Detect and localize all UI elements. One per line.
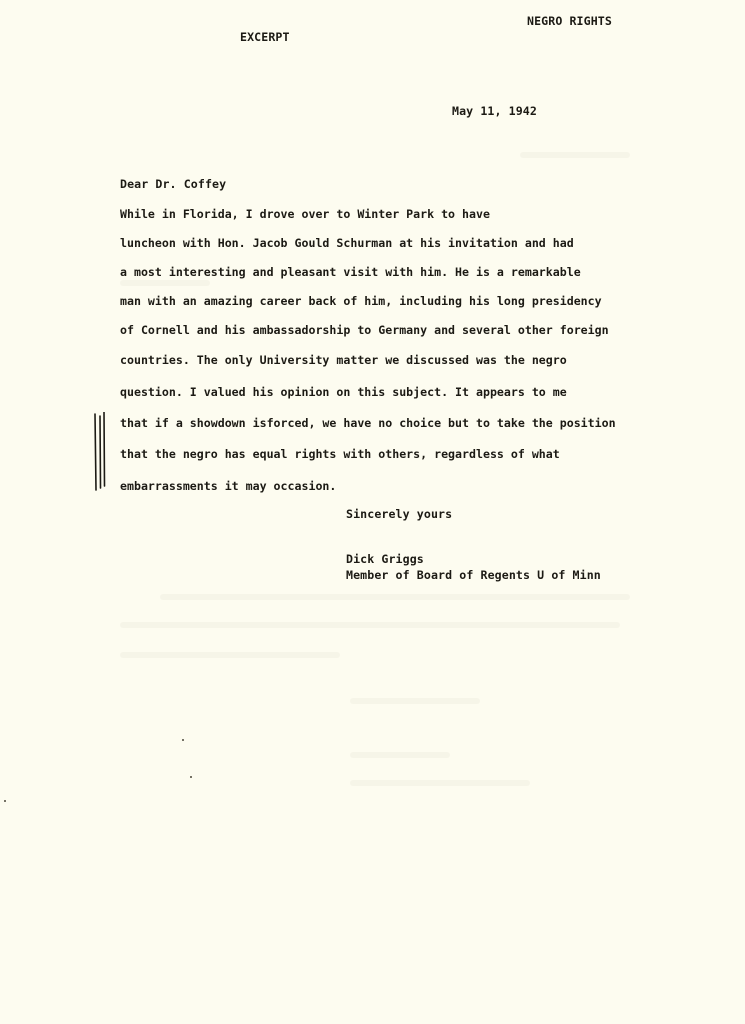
show-through-mark (160, 594, 630, 600)
show-through-mark (120, 622, 620, 628)
show-through-mark (350, 780, 530, 786)
salutation: Dear Dr. Coffey (120, 177, 227, 191)
body-line-2: luncheon with Hon. Jacob Gould Schurman at his invitation and had (120, 236, 574, 250)
signature-title: Member of Board of Regents U of Minn (346, 568, 601, 582)
body-line-10: embarrassments it may occasion. (120, 479, 337, 493)
category-heading: NEGRO RIGHTS (527, 14, 612, 28)
show-through-mark (120, 652, 340, 658)
paper-speck (182, 739, 184, 741)
body-line-7: question. I valued his opinion on this subject. It appears to me (120, 385, 567, 399)
body-line-6: countries. The only University matter we discussed was the negro (120, 353, 567, 367)
body-line-3: a most interesting and pleasant visit with him. He is a remarkable (120, 265, 581, 279)
closing: Sincerely yours (346, 507, 453, 521)
body-line-4: man with an amazing career back of him, including his long presidency (120, 294, 602, 308)
body-line-1: While in Florida, I drove over to Winter Park to have (120, 207, 490, 221)
body-line-9: that the negro has equal rights with others, regardless of what (120, 447, 560, 461)
margin-emphasis-mark (92, 412, 108, 492)
signature-name: Dick Griggs (346, 552, 424, 566)
show-through-mark (350, 698, 480, 704)
paper-speck (4, 800, 6, 802)
body-line-5: of Cornell and his ambassadorship to Germany and several other foreign (120, 323, 609, 337)
letter-date: May 11, 1942 (452, 104, 537, 118)
excerpt-label: EXCERPT (240, 30, 290, 44)
show-through-mark (520, 152, 630, 158)
paper-speck (190, 776, 192, 778)
show-through-mark (120, 280, 210, 286)
body-line-8: that if a showdown isforced, we have no choice but to take the position (120, 416, 616, 430)
show-through-mark (350, 752, 450, 758)
